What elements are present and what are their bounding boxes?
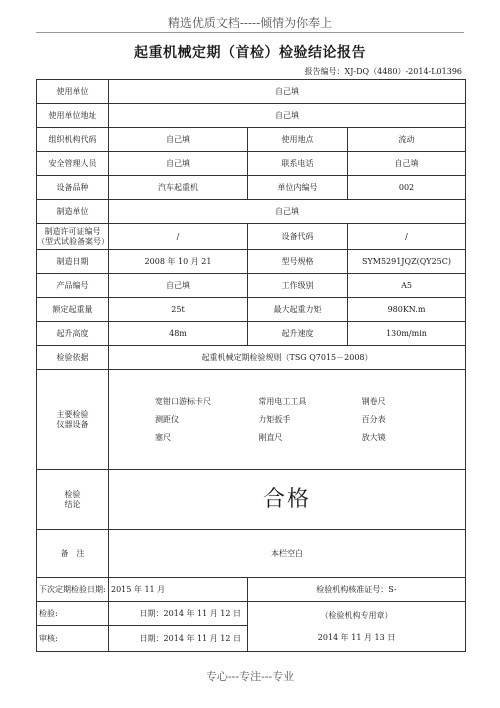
seal-date: 2014 年 11 月 13 日 (317, 632, 396, 642)
rated-load-label: 额定起重量 (37, 298, 109, 322)
lift-height-label: 起升高度 (37, 322, 109, 346)
safety-manager-label: 安全管理人员 (37, 152, 109, 176)
reviewer-label: 审核: (37, 626, 109, 652)
instruments-list (109, 397, 465, 443)
next-date-label: 下次定期检验日期: (37, 578, 109, 602)
table-row (37, 370, 466, 470)
table-row (37, 152, 466, 176)
model-value: SYM5291JQZ(QY25C) (348, 250, 466, 274)
instruments-label-line2: 仪器设备 (56, 419, 89, 429)
table-row (37, 470, 466, 530)
instrument-item: 常用电工工具 (258, 396, 307, 406)
conclusion-label (37, 470, 109, 530)
unit-value: 自己填 (109, 80, 466, 104)
document-banner: 精选优质文档-----倾情为你奉上 (167, 16, 333, 30)
maker-label: 制造单位 (37, 200, 109, 224)
license-label-line1: 制造许可证编号 (44, 226, 101, 236)
report-title: 起重机械定期（首检）检验结论报告 (134, 45, 366, 61)
basis-label: 检验依据 (37, 346, 109, 370)
instrument-item: 塞尺 (155, 432, 171, 442)
safety-manager-value: 自己填 (109, 152, 248, 176)
unit-label: 使用单位 (37, 80, 109, 104)
model-label: 型号规格 (248, 250, 348, 274)
license-label (37, 224, 109, 250)
approval-number: 检验机构核准证号：S- (248, 578, 466, 602)
device-code-value: / (348, 224, 466, 250)
inspection-report-table (36, 79, 466, 652)
table-row (37, 176, 466, 200)
variety-value: 汽车起重机 (109, 176, 248, 200)
max-moment-label: 最大起重力矩 (248, 298, 348, 322)
variety-label: 设备品种 (37, 176, 109, 200)
conclusion-label-line1: 检验 (64, 489, 81, 499)
license-value: / (109, 224, 248, 250)
duty-class-label: 工作级别 (248, 274, 348, 298)
inspector-label: 检验: (37, 602, 109, 626)
basis-value: 起重机械定期检验规则（TSG Q7015－2008） (109, 346, 466, 370)
duty-class-value: A5 (348, 274, 466, 298)
org-code-label: 组织机构代码 (37, 128, 109, 152)
instruments-label (37, 370, 109, 470)
banner-divider (36, 32, 464, 33)
table-row (37, 104, 466, 128)
lift-speed-value: 130m/min (348, 322, 466, 346)
table-row (37, 200, 466, 224)
table-row (37, 80, 466, 104)
instruments-cell (109, 370, 466, 470)
report-number: 报告编号：XJ-DQ（4480）-2014-L01396 (304, 67, 462, 76)
inspector-date: 日期：2014 年 11 月 12 日 (109, 602, 248, 626)
table-row (37, 250, 466, 274)
table-row (37, 128, 466, 152)
next-date-value: 2015 年 11 月 (109, 578, 248, 602)
internal-no-label: 单位内编号 (248, 176, 348, 200)
device-code-label: 设备代码 (248, 224, 348, 250)
instrument-item: 测距仪 (155, 414, 179, 424)
reviewer-date: 日期：2014 年 11 月 12 日 (109, 626, 248, 652)
footer-banner: 专心---专注---专业 (205, 670, 295, 683)
max-moment-value: 980KN.m (348, 298, 466, 322)
phone-value: 自己填 (348, 152, 466, 176)
remark-value: 本栏空白 (109, 530, 466, 578)
seal-label: （检验机构专用章） (320, 610, 393, 620)
table-row (37, 322, 466, 346)
instrument-item: 钢卷尺 (361, 396, 386, 406)
instrument-item: 放大镜 (361, 432, 386, 442)
phone-label: 联系电话 (248, 152, 348, 176)
instrument-item: 力矩扳手 (258, 414, 291, 424)
instrument-item: 宽钳口游标卡尺 (155, 396, 211, 406)
place-label: 使用地点 (248, 128, 348, 152)
address-label: 使用单位地址 (37, 104, 109, 128)
maker-value: 自己填 (109, 200, 466, 224)
mfg-date-value: 2008 年 10 月 21 (109, 250, 248, 274)
license-label-line2: （型式试验备案号） (37, 236, 109, 246)
instruments-label-line1: 主要检验 (56, 409, 89, 419)
address-value: 自己填 (109, 104, 466, 128)
conclusion-label-line2: 结论 (64, 499, 81, 509)
product-no-value: 自己填 (109, 274, 248, 298)
place-value: 流动 (348, 128, 466, 152)
table-row (37, 602, 466, 626)
conclusion-value: 合格 (109, 470, 466, 530)
table-row (37, 274, 466, 298)
mfg-date-label: 制造日期 (37, 250, 109, 274)
lift-speed-label: 起升速度 (248, 322, 348, 346)
table-row (37, 298, 466, 322)
instrument-item: 刚直尺 (258, 432, 283, 442)
instrument-item: 百分表 (361, 414, 386, 424)
table-row (37, 224, 466, 250)
org-code-value: 自己填 (109, 128, 248, 152)
table-row (37, 530, 466, 578)
lift-height-value: 48m (109, 322, 248, 346)
table-row (37, 578, 466, 602)
internal-no-value: 002 (348, 176, 466, 200)
remark-label: 备 注 (37, 530, 109, 578)
rated-load-value: 25t (109, 298, 248, 322)
table-row (37, 346, 466, 370)
product-no-label: 产品编号 (37, 274, 109, 298)
seal-cell (248, 602, 466, 652)
